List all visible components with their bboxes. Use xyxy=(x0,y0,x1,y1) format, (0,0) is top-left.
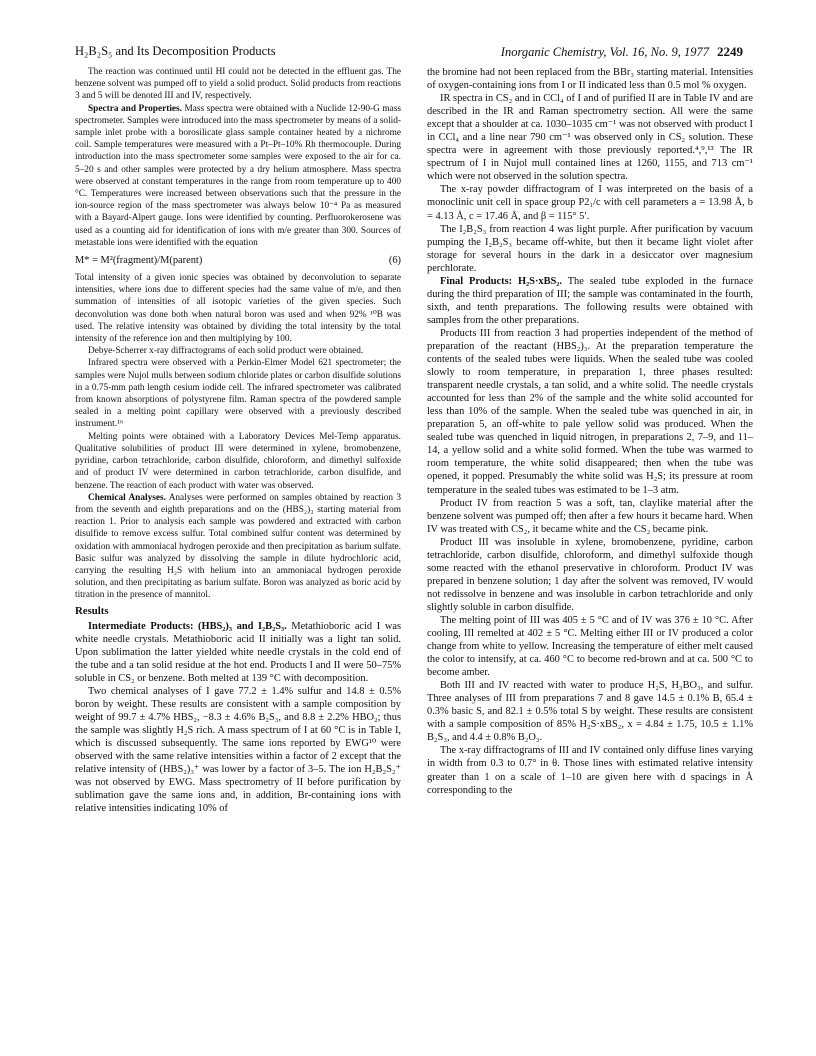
running-title: H₂B₂S₅ and Its Decomposition Products xyxy=(75,44,276,58)
page-number: 2249 xyxy=(717,44,743,59)
journal-citation xyxy=(501,44,743,60)
paragraph-text: Mass spectra were obtained with a Nuclide 12-90-G mass spectrometer. Samples were introduced into the mass spectrometer by means of a solid-sample inlet probe with a borosilicate glass sample container heated by a nichrome coil. Sample temperatures were measured with a Pt–Pt–10% Rh thermocouple. During introduction into the mass spectrometer some samples were exposed to the air for ca. 5–20 s and other samples were protected by a dry helium atmosphere. Mass spectra were observed at constant temperatures in the range from room temperature up to 400 °C. Temperatures were increased between observations such that the pressure in the ion-source region of the mass spectrometer was always below 10⁻⁴ Pa as measured with a Bayard-Alpert gauge. Ions were identified by counting. Perfluorokerosene was used as a counting aid for identification of ions with m/e greater than 300. Sources of metastable ions were identified with the equation xyxy=(75,103,402,248)
left-column xyxy=(75,66,401,815)
equation-number: (6) xyxy=(388,255,401,267)
paragraph: Two chemical analyses of I gave 77.2 ± 1.4% sulfur and 14.8 ± 0.5% boron by weight. These results are consistent with a sample composition by weight of 99.7 ± 4.7% HBS₂, −8.3 ± 4.6% B₂S₃, and 8.8 ± 2.2% HBO₂; thus the sample was slightly H₂S rich. A mass spectrum of I at 60 °C is in Table I, which is discussed subsequently. The same ions reported by EWG¹⁰ were observed with the same relative intensities within a factor of 2 except that the relative intensity of (HBS₂)₃⁺ was lower by a factor of 3–5. The ion H₂B₂S₂⁺ was not observed by EWG. Mass spectrometry of II before purification by sublimation gave the same ions and, in addition, Br-containing ions with relative intensities indicating 10% of xyxy=(75,685,401,815)
section-runin-heading: Final Products: H₂S·xBS₂. xyxy=(440,275,563,287)
paragraph: Both III and IV reacted with water to produce H₂S, H₃BO₃, and sulfur. Three analyses of III from preparations 7 and 8 gave 14.5 ± 0.1% B, 65.4 ± 0.3% basic S, and 82.1 ± 0.5% total S by weight. These results are consistent with a sample composition of 85% H₂S·xBS₂, x = 4.84 ± 1.75, 10.5 ± 1.1% B₂S₃, and 4.4 ± 0.8% B₂O₃. xyxy=(427,680,753,744)
paragraph: Infrared spectra were observed with a Perkin-Elmer Model 621 spectrometer; the samples were Nujol mulls between sodium chloride plates or carbon disulfide solutions in a 0.75-mm path length cesium iodide cell. The infrared spectrometer was calibrated from known absorptions of polystyrene film. Raman spectra of the powdered sample sealed in a melting point capillary were observed with a previously described instrument.¹⁶ xyxy=(75,358,401,430)
section-runin-heading: Spectra and Properties. xyxy=(88,103,182,114)
paragraph: IR spectra in CS₂ and in CCl₄ of I and of purified II are in Table IV and are described in the IR and Raman spectrometry section. All were the same except that a shoulder at ca. 1030–1035 cm⁻¹ was not observed with product I in CCl₄ and a line near 790 cm⁻¹ was observed only in CS₂ solution. These spectra were in agreement with those previously reported.⁴,⁹,¹³ The IR spectrum of I in Nujol mull contained lines at 1260, 1155, and 713 cm⁻¹ which were not observed in the solution spectra. xyxy=(427,93,753,183)
paragraph: Melting points were obtained with a Laboratory Devices Mel-Temp apparatus. Qualitative solubilities of product III were determined in xylene, bromobenzene, pyridine, carbon tetrachloride, carbon disulfide, chloroform, and dimethyl sulfoxide and of product IV were determined in carbon tetrachloride, carbon disulfide, and benzene. The reaction of each product with water was observed. xyxy=(75,431,401,491)
paragraph-text: The sealed tube exploded in the furnace during the third preparation of III; the sample was contaminated in the fourth, sixth, and tenth preparations. The following results were obtained with samples from the other preparations. xyxy=(427,275,753,326)
equation xyxy=(75,254,401,267)
paragraph-text: Analyses were performed on samples obtained by reaction 3 from the seventh and eighth preparations and on the (HBS₂)₃ starting material from reaction 1. Prior to analysis each sample was powdered and extracted with carbon disulfide to remove excess sulfur. Total combined sulfur content was determined by oxidation with ammoniacal hydrogen peroxide and then precipitation as barium sulfate. Basic sulfur was analyzed by dissolving the sample in dilute hydrochloric acid, carrying the resulting H₂S with helium into an ammoniacal hydrogen peroxide solution, and then precipitating as barium sulfate. Boron was analyzed as boric acid by titration in the presence of mannitol. xyxy=(75,492,401,601)
paragraph: Product III was insoluble in xylene, bromobenzene, pyridine, carbon tetrachloride, carbon disulfide, chloroform, and dimethyl sulfoxide though some reacted with the ethanol preservative in chloroform. Product IV was prepared in benzene solution; 1 day after the solvent was removed, IV would not redissolve in benzene and was insoluble in carbon tetrachloride and only slightly soluble in carbon disulfide. xyxy=(427,536,753,613)
paragraph-text: Metathioboric acid I was white needle crystals. Metathioboric acid II initially was a light tan solid. Upon sublimation the latter yielded white needle crystals in the cold end of the tube and a tan solid residue at the hot end. Products I and II were 50–75% soluble in CS₂ or benzene. Both melted at 139 °C with decomposition. xyxy=(75,620,401,684)
paragraph: the bromine had not been replaced from the BBr₃ starting material. Intensities of oxygen-containing ions from I or II indicated less than 0.5 mol % oxygen. xyxy=(427,67,753,92)
journal-name: Inorganic Chemistry, Vol. 16, No. 9, 1977 xyxy=(500,45,709,59)
paragraph: The reaction was continued until HI could not be detected in the effluent gas. The benzene solvent was pumped off to yield a solid product. Solid products from reactions 3 and 5 will be denoted III and IV, respectively. xyxy=(75,67,401,102)
paragraph-intermediate-products xyxy=(75,620,401,685)
paragraph-chemical-analyses xyxy=(75,492,401,602)
paragraph: The I₂B₂S₃ from reaction 4 was light purple. After purification by vacuum pumping the I₂B₂S₃ became off-white, but then it became light violet after storage for several hours in the dark in a desiccator over magnesium perchlorate. xyxy=(427,223,753,274)
page-header xyxy=(75,44,743,62)
paragraph: Total intensity of a given ionic species was obtained by deconvolution to separate intensities, where ions due to different species had the same value of m/e, and then summation of intensities of all isotopic varieties of the given species. Such deconvolution was done both when natural boron was used and when 92% ¹⁰B was used. The relative intensity was obtained by dividing the total intensity by the total intensity of the reference ion and then multiplying by 100. xyxy=(75,273,401,345)
paragraph: Debye-Scherrer x-ray diffractograms of each solid product were obtained. xyxy=(88,346,364,357)
right-column xyxy=(427,66,753,797)
paragraph: Products III from reaction 3 had properties independent of the method of preparation of the reactant (HBS₂)₃. At the preparation temperature the contents of the sealed tubes were liquids. When the sealed tube was cooled slowly to room temperature, in preparation 1, three phases resulted: transparent needle crystals, a tan solid, and a white solid. The needle crystals accounted for less than 2% of the sample and the white solid accounted for less than 10% of the sample. When the sealed tube was quenched in air, in preparation 5, an off-white to pale yellow solid was produced. When the sealed tube was quenched in liquid nitrogen, in preparations 2, 7–9, and 11–14, a yellow solid and a white solid formed. When the tube was warmed to room temperature, the white solid disappeared; then when the tube was opened, it popped. Presumably the white solid was H₂S; its pressure at room temperature in the sealed tubes was estimated to be 1–3 atm. xyxy=(427,327,753,496)
section-heading-results: Results xyxy=(75,604,109,617)
paragraph-final-products xyxy=(427,275,753,327)
section-runin-heading: Intermediate Products: (HBS₂)₃ and I₂B₂S₃. xyxy=(88,620,287,632)
equation-body: M* = M²(fragment)/M(parent) xyxy=(75,255,203,267)
paragraph: The x-ray diffractograms of III and IV contained only diffuse lines varying in width from 0.3 to 0.7° in θ. Those lines with estimated relative intensity greater than 1 on a scale of 1–10 are given here with d spacings in Å corresponding to the xyxy=(427,745,753,796)
section-runin-heading: Chemical Analyses. xyxy=(88,492,166,503)
paragraph: The melting point of III was 405 ± 5 °C and of IV was 376 ± 10 °C. After cooling, III remelted at 402 ± 5 °C. Melting either III or IV produced a color change from white to yellow. Increasing the temperature of either melt caused the color to intensify, at ca. 460 °C to become red-brown and at ca. 500 °C to become amber. xyxy=(427,614,753,679)
paragraph: The x-ray powder diffractogram of I was interpreted on the basis of a monoclinic unit cell in space group P2₁/c with cell parameters a = 13.98 Å, b = 4.13 Å, c = 17.46 Å, and β = 115° 5′. xyxy=(427,184,753,222)
paragraph: Product IV from reaction 5 was a soft, tan, claylike material after the benzene solvent was pumped off; then after a few hours it became hard. When IV was treated with CS₂, it became white and the CS₂ became pink. xyxy=(427,497,753,535)
paragraph-spectra xyxy=(75,103,401,249)
